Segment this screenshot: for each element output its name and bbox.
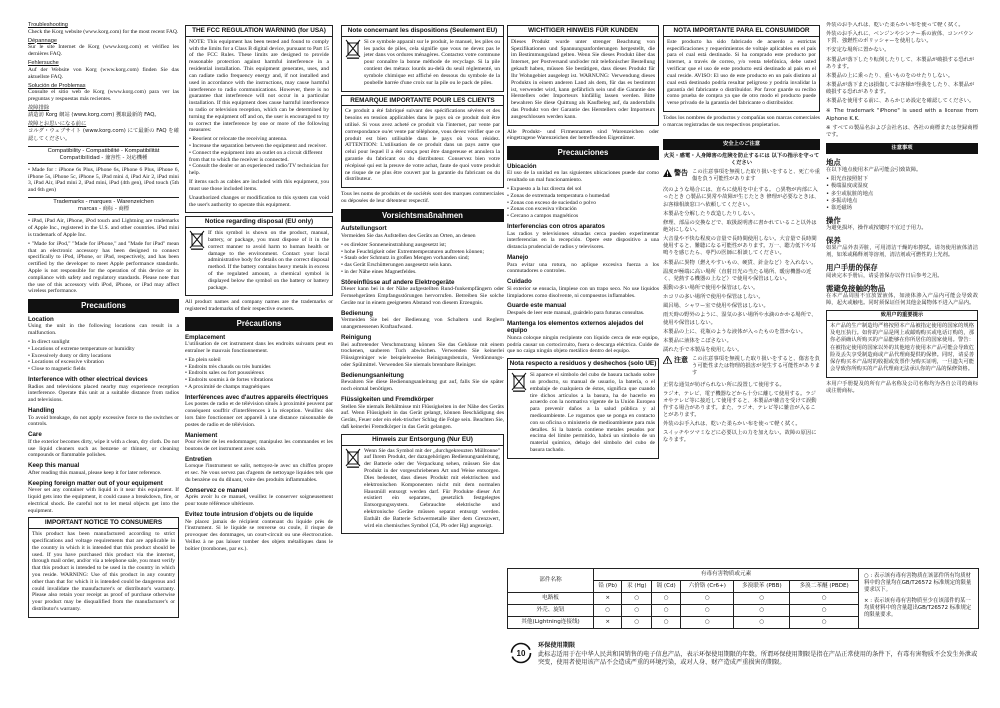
table-cell: ○ <box>790 593 859 605</box>
cuidado-title: Cuidado <box>507 278 532 286</box>
zh-notice-box <box>826 310 978 378</box>
es-disposal-text: Si aparece el símbolo del cubo de basura tachado sobre un producto, su manual de usuario, la batería, o el embalaje de cualquiera de éstos, significa que cuando tire dichos artículos a la basura, ha de hacerlo en acuerdo con la normativa vigente de la Unión Europea para prevenir daños a la salud pública y al medioambiente. Le rogamos que se ponga en contacto con su oficina o ministerio de medioambiente para más detalles. Si la batería contiene metales pesados por encima del límite permitido, habrá un símbolo de un material químico, debajo del símbolo del cubo de basura tachado. <box>530 372 655 453</box>
conserve-title: Conservez ce manuel <box>185 486 249 494</box>
bedienung-text: Vermeiden Sie bei der Bedienung von Schaltern und Reglern unangemessenen Kraftaufwand. <box>341 317 504 331</box>
list-item: スイッチやツマミなどに必要以上の力を加えない。故障の原因になります。 <box>663 430 817 444</box>
trouble-es-title: Solución de Problemas <box>28 82 86 89</box>
list-item: 濡れた手で本製品を使用しない。 <box>663 346 743 353</box>
ja-warning-text: この注意事項を無視した取り扱いをすると、死亡や重傷を負う可能性があります <box>692 168 820 183</box>
list-item: 修理、部品の交換などで、取扱説明書に書かれていること以外は絶対にしない。 <box>663 219 817 233</box>
list-item: • Staub oder Schmutz in großen Mengen vorhanden sind; <box>341 255 504 262</box>
list-item: • Zonas de extremada temperatura o humedad <box>507 193 659 200</box>
table-cell: ○ <box>622 605 652 617</box>
list-item: 本製品を使用する前に、あらかじめ設定を確認してください。 <box>826 98 975 105</box>
cuidado-text: Si exterior se ensucia, límpiese con un trapo seco. No use líquidos limpiadores como disolvente, ni compuestos inflamables. <box>507 285 659 299</box>
substance-header-cell: 汞 (Hg) <box>622 581 652 593</box>
list-item: ホコリの多い場所で使用や保管はしない。 <box>663 294 764 301</box>
fcc-title: THE FCC REGULATION WARNING (for USA) <box>186 26 332 37</box>
mantenga-title: Mantenga los elementos externos alejados del equipo <box>507 319 644 335</box>
ja-warning-block <box>663 169 820 185</box>
rohs-table <box>507 568 979 629</box>
table-cell: ○ <box>681 605 734 617</box>
ja-warning-list <box>663 187 820 354</box>
bedienungsanleitung-text: Bewahren Sie diese Bedienungsanleitung gut auf, falls Sie sie später noch einmal benötigen. <box>341 379 504 393</box>
maniement-text: Pour éviter de les endommager, manipulez les commandes et les boutons de cet instrument avec soin. <box>185 439 333 452</box>
interference-text: Radios and televisions placed nearby may experience reception interference. Operate this unit at a suitable distance from radios and televisions. <box>28 383 179 404</box>
list-item: • 极端温度或湿度 <box>826 183 978 190</box>
list-item: • hohe Feuchtigkeit oder Extremtemperaturen auftreten können; <box>341 249 504 256</box>
column-4 <box>507 22 659 562</box>
emplacement-text: L'utilisation de cet instrument dans les endroits suivants peut en entraîner le mauvais fonctionnement. <box>185 341 333 354</box>
caution-triangle-icon <box>663 356 672 364</box>
table-cell: × <box>594 593 622 605</box>
eu-disposal-title: Notice regarding disposal (EU only) <box>186 217 332 228</box>
compatibility-header <box>28 146 179 164</box>
foreign-matter-text: Never set any container with liquid in it near this equipment. If liquid gets into the equipment, it could cause a breakdown, fire, or electrical shock. Be careful not to let metal objects get into the equipment. <box>28 487 179 514</box>
manejo-text: Para evitar una rotura, no aplique excesiva fuerza a los conmutadores o controles. <box>507 261 659 275</box>
substance-header-cell: 六价铬 (Cr6+) <box>681 581 734 593</box>
precautions-band-es: Precauciones <box>507 146 659 160</box>
reinigung-text: Bei auftretender Verschmutzung können Sie das Gehäuse mit einem trockenen, sauberen Tuch abwischen. Verwenden Sie keinerlei Flüssigreiniger wie beispielsweise Reinigungsbenzin, Verdünnungs- oder Spülmittel. Verwenden Sie niemals brennbare Reiniger. <box>341 341 504 368</box>
zh-location-text: 在以下地点使用本产品可能会引致故障。 <box>826 167 922 174</box>
interferencias-text: Las radios y televisiones situadas cerca pueden experimentar interferencias en la recepción. Opere este dispositivo a una distancia prudencial de radios y televisores. <box>507 230 659 251</box>
es-notice-box <box>663 25 820 112</box>
column-5 <box>663 22 820 562</box>
reinigung-title: Reinigung <box>341 334 372 341</box>
ja-warning-label: 警告 <box>663 169 688 178</box>
list-item: 本製品が落下または損傷してお客様が怪我をしたり、本製品が破損する恐れがあります。 <box>826 81 975 96</box>
tm-title: Trademarks - marques - Warenzeichen <box>53 199 154 206</box>
list-item: 振動の多い場所で使用や保管はしない。 <box>663 284 759 291</box>
list-item: • Expuesto a la luz directa del sol <box>507 186 659 193</box>
tm-text-2: • "Made for iPod," "Made for iPhone," and "Made for iPad" mean that an electronic accessory has been designed to connect specifically to iPod, iPhone, or iPad, respectively, and has been certified by the developer to meet Apple performance standards. Apple is not responsible for the operation of this device or its compliance with safety and regulatory standards. Please note that the use of this accessory with iPod, iPhone, or iPad may affect wireless performance. <box>28 240 179 295</box>
list-item: • A proximité de champs magnétiques <box>185 384 333 391</box>
crossed-bin-icon <box>345 39 361 59</box>
column-1 <box>28 22 179 621</box>
intrusion-title: Evitez toute intrusion d'objets ou de liquide <box>185 511 313 518</box>
mantenga-text: Nunca coloque ningún recipiente con líquido cerca de este equipo, podría causar un cortocircuito, fuera o descarga eléctrica. Cuide de que no caiga ningún objeto metálico dentro del equipo. <box>507 334 659 355</box>
list-item: • Zonas con exceso de suciedad o polvo <box>507 200 659 207</box>
list-item: 本製品が落下したり転倒したりして、本製品が破損する恐れがあります。 <box>826 56 975 70</box>
trouble-es-text: Consulte el sitio web de Korg (www.korg.com) para ver las preguntas y respuestas más recientes. <box>28 89 179 103</box>
manejo-title: Manejo <box>507 253 529 261</box>
eu-disposal-text: If this symbol is shown on the product, manual, battery, or package, you must dispose of it in the correct manner to avoid harm to human health or damage to the environment. Contact your local administrative body for details on the correct disposal method. If the battery contains heavy metals in excess of the regulated amount, a chemical symbol is displayed below the symbol on the battery or battery package. <box>208 230 330 291</box>
list-item: ラジオ、テレビ、電子機器などから十分に離して使用する。ラジオやテレビ等に接近して使用すると、本製品が雑音を受けて誤動作する場合があります。また、ラジオ、テレビ等に雑音が入ることがあります。 <box>663 390 817 419</box>
zh-foreign-text: 在本产品周围不宜放置液体，如液体渗入产品内可能会导致故障，起火或触电。同时须保证任何其他金属物体不进入产品内。 <box>826 292 978 306</box>
table-cell: ○ <box>790 617 859 629</box>
table-cell: ○ <box>734 605 790 617</box>
list-item: • Locations of extreme temperature or humidity <box>28 346 179 353</box>
trouble-zh-title: 故障排除 <box>28 104 50 111</box>
substance-header-cell: 多溴二苯醚 (PBDE) <box>790 581 859 593</box>
list-item: 外装のお手入れは、乾いた柔らかい布を使って軽く拭く。 <box>826 22 964 28</box>
location-text: Using the unit in the following locations can result in a malfunction. <box>28 323 179 337</box>
column-2 <box>185 22 333 555</box>
ubicacion-text: El uso de la unidad en las siguientes ubicaciones puede dar como resultado un mal funcionamiento. <box>507 170 659 184</box>
crossed-bin-icon <box>345 448 361 468</box>
handling-text: To avoid breakage, do not apply excessive force to the switches or controls. <box>28 414 179 428</box>
table-cell: ○ <box>622 593 652 605</box>
fr-notice-box <box>341 95 504 189</box>
notice-title-en: IMPORTANT NOTICE TO CONSUMERS <box>29 518 178 529</box>
list-item: • 靠近磁场 <box>826 205 978 212</box>
aufstellungsort-text: Vermeiden Sie das Aufstellen des Geräts an Orten, an denen <box>341 232 476 239</box>
fr-disposal-box <box>341 25 504 92</box>
conserve-text: Après avoir lu ce manuel, veuillez le conserver soigneusement pour toute référence ultérieure. <box>185 494 333 508</box>
zh-care-title: 保养 <box>826 236 841 246</box>
interferences-title: Interférences avec d'autres appareils électriques <box>185 393 329 401</box>
ja-caution-block <box>663 356 820 379</box>
crossed-bin-icon <box>189 230 205 250</box>
de-disposal-text: Wenn Sie das Symbol mit der „durchgekreuzten Mülltonne" auf Ihrem Produkt, der dazugehörigen Bedienungsanleitung, der Batterie oder der Verpackung sehen, müssen Sie das Produkt in der vorgeschriebenen Art und Weise entsorgen. Dies bedeutet, dass dieses Produkt mit elektrischen und elektronischen Komponenten nicht mit dem normalen Hausmüll entsorgt werden darf. Für Produkte dieser Art existiert ein separates, gesetzlich festgelegtes Entsorgungssystem. Gebrauchte elektrische und elektronische Geräte müssen separat entsorgt werden. Enthält die Batterie Schwermetalle über dem Grenzwert, wird ein chemisches Symbol (Cd, Pb oder Hg) angezeigt. <box>364 447 500 529</box>
substance-header-cell: 镉 (Cd) <box>652 581 681 593</box>
ja-tm-1: ※ The trademark "iPhone" is used with a license from Aiphone K.K. <box>826 108 978 122</box>
fcc-text-3: Unauthorized changes or modification to this system can void the user's authority to operate this equipment. <box>189 194 329 208</box>
list-item: 不安定な場所に置かない。 <box>826 47 890 54</box>
list-item: • Endroits soumis à de fortes vibrations <box>185 377 333 384</box>
de-disposal-title: Hinweis zur Entsorgung (Nur EU) <box>342 435 503 446</box>
fr-brands: Tous les noms de produits et de sociétés sont des marques commerciales ou déposées de leur détenteur respectif. <box>341 191 504 205</box>
list-item: • Locations of excessive vibration <box>28 359 179 366</box>
zh-manual-text: 阅读完本手册后，请妥善保存以作日后参考之用。 <box>826 272 943 279</box>
list-item: • Cercano a campos magnéticos <box>507 213 659 220</box>
zh-operation-text: 为避免损坏，操作或按键时不宜过于用力。 <box>826 225 927 232</box>
efup-section <box>510 642 978 668</box>
manual-text: After reading this manual, please keep it for later reference. <box>28 469 162 476</box>
note-cross: × : 表示该有毒有害物质至少在该部件的某一均质材料中的含量超出GB/T26572 标准规定的限量要求。 <box>864 598 972 619</box>
guarde-title: Guarde este manual <box>507 302 567 310</box>
list-item: • Consult the dealer or an experienced radio/TV technician for help. <box>189 163 329 177</box>
list-item: 正常な通気が妨げられない所に設置して使用する。 <box>663 381 785 388</box>
table-cell: × <box>594 617 622 629</box>
table-cell: ○ <box>681 593 734 605</box>
list-item: 外装のお手入れは、乾いた柔らかい布を使って軽く拭く。 <box>663 421 801 428</box>
ja-safety-sub: 火災・感電・人身障害の危険を防止するには 以下の指示を守ってください <box>663 152 820 166</box>
list-item: 本製品を分解したり改造したりしない。 <box>663 210 759 217</box>
stoereinfluesse-title: Störeinflüsse auf andere Elektrogeräte <box>341 278 455 286</box>
list-item: 雨天時の野外のように、湿気の多い場所や水滴のかかる場所で、使用や保管はしない。 <box>663 312 817 326</box>
fr-notice-text: Ce produit a été fabriqué suivant des spécifications sévères et des besoins en tension applicables dans le pays où ce produit doit être utilisé. Si vous avez acheté ce produit via l'internet, par vente par correspondance ou/et vente par téléphone, vous devez vérifier que ce produit est bien utilisable dans le pays où vous résidez. ATTENTION: L'utilisation de ce produit dans un pays autre que celui pour lequel il a été conçu peut être dangereuse et annulera la garantie du fabricant ou du distributeur. Conservez bien votre récépissé qui est la preuve de votre achat, faute de quoi votre produit ne risque de ne plus être couvert par la garantie du fabricant ou du distributeur. <box>345 108 500 183</box>
zh-brands: 本用户手册提及的所有产品名称及公司名称均为各自公司的商标或注册商标。 <box>826 381 978 395</box>
substance-header: 有毒有害物质或元素 <box>594 569 859 581</box>
environmental-protection-logo-icon <box>510 642 532 664</box>
tm-text-1: • iPad, iPad Air, iPhone, iPod touch and Lightning are trademarks of Apple Inc., registered in the U.S. and other countries. iPad mini is trademark of Apple Inc. <box>28 218 179 238</box>
ja-caution-list <box>663 382 820 445</box>
de-disposal-box <box>341 434 504 535</box>
list-item: 本製品の上に、花瓶のような液体が入ったものを置かない。 <box>663 328 807 335</box>
fluessigkeiten-text: Stellen Sie niemals Behältnisse mit Flüssigkeiten in der Nähe des Geräts auf. Wenn Flüssigkeit in das Gerät gelangt, können Beschädigung des Geräts, Feuer oder ein elek-trischer Schlag die Folge sein. Beachten Sie, daß keinerlei Fremdkörper in das Gerät gelangen. <box>341 403 504 430</box>
compat-sub: Compatibilidad - 兼容性 - 対応機種 <box>59 154 148 161</box>
part-name-header: 部件名称 <box>508 569 594 593</box>
maniement-title: Maniement <box>185 431 218 439</box>
list-item: • 多尘或肮脏的地点 <box>826 191 978 198</box>
entretien-title: Entretien <box>185 455 212 463</box>
ubicacion-list <box>507 186 659 220</box>
intrusion-text: Ne placez jamais de récipient contenant du liquide près de l'instrument. Si le liquide se renverse ou coule, il risque de provoquer des dommages, un court-circuit ou une électrocution. Veillez à ne pas laisser tomber des objets métalliques dans le boîtier (trombones, par ex.). <box>185 518 333 552</box>
made-for-text: • Made for : iPhone 6s Plus, iPhone 6s, iPhone 6 Plus, iPhone 6, iPhone 5s, iPhone 5c, iPhone 5, iPad mini 4, iPad Air 2, iPad mini 3, iPad Air, iPad mini 2, iPad mini, iPad (4th gen), iPod touch (5th and 6th gen) <box>28 166 179 194</box>
interferencias-title: Interferencias con otros aparatos <box>507 222 605 230</box>
list-item: 外装のお手入れに、ベンジンやシンナー系の液体、コンパウンド質、強燃性のポリッシャーを使用しない。 <box>826 31 974 45</box>
table-cell: ○ <box>652 617 681 629</box>
entretien-text: Lorsque l'instrument se salit, nettoyez-le avec un chiffon propre et sec. Ne vous servez pas d'agents de nettoyage liquides tels que du benzène ou du diluant, voire des produits inflammables. <box>185 463 333 483</box>
bedienungsanleitung-title: Bedienungsanleitung <box>341 371 404 379</box>
fluessigkeiten-title: Flüssigkeiten und Fremdkörper <box>341 396 434 403</box>
list-item: • Reorient or relocate the receiving antenna. <box>189 136 329 143</box>
list-item: • Excessively dusty or dirty locations <box>28 353 179 360</box>
trouble-fr-text: Sur le site Internet de Korg (www.korg.com) et vérifiez les dernières FAQ. <box>28 44 179 58</box>
efup-title: 环保使用期限 <box>538 642 576 649</box>
interference-title: Interference with other electrical devices <box>28 375 148 383</box>
es-disposal-title: Nota respecto a residuos y deshechos (solo UE) <box>508 359 658 370</box>
trouble-ja-title: 故障とお思いになる前に <box>28 121 87 128</box>
table-cell: ○ <box>594 605 622 617</box>
trouble-de-title: Fehlersuche <box>28 60 59 67</box>
trouble-fr-title: Dépannage <box>28 37 57 44</box>
precautions-band-fr: Précautions <box>185 317 333 331</box>
table-cell: ○ <box>734 617 790 629</box>
trademarks-header <box>28 197 179 215</box>
list-item: 大音量や不快な程度の音量で長時間使用しない。大音量で長時間使用すると、難聴になる可能性があります。万一、聴力低下や耳鳴りを感じたら、専門の医師に相談してください。 <box>663 236 817 257</box>
trouble-zh-text: 請造訪 Korg 網站 (www.korg.com) 獲取最新的 FAQ。 <box>28 112 160 119</box>
list-item: 次のような場合には、直ちに使用を中止する。 ○異物が内部に入ったとき ○製品に異常や故障が生じたとき 修理が必要なときは、お客様相談窓口へ依頼してください。 <box>663 187 820 208</box>
rohs-notes <box>859 569 979 629</box>
brands-note-en: All product names and company names are the trademarks or registered trademarks of their respective owners. <box>185 299 333 313</box>
zh-notice-title: 致用户的重要提示 <box>827 311 977 321</box>
de-notice-text: Dieses Produkt wurde unter strenger Beachtung von Spezifikationen und Spannungsanforderungen hergestellt, die im Bestimmungsland gelten. Wenn Sie dieses Produkt über das Internet, per Postversand und/oder mit telefonischer Bestellung gekauft haben, müssen Sie bestätigen, dass dieses Produkt für Ihr Wohngebiet ausgelegt ist. WARNUNG: Verwendung dieses Produkts in einem anderen Land als dem, für das es bestimmt ist, verwendet wird, kann gefährlich sein und die Garantie des Herstellers oder Importeurs hinfällig lassen werden. Bitte bewahren Sie diese Quittung als Kaufbeleg auf, da andernfalls das Produkt von der Garantie des Herstellers oder Importeurs ausgeschlossen werden kann. <box>511 38 655 120</box>
fcc-list <box>189 136 329 177</box>
fcc-text-2: If items such as cables are included with this equipment, you must use those included items. <box>189 179 329 192</box>
de-notice-title: WICHTIGER HINWEIS FÜR KUNDEN <box>508 26 658 37</box>
location-list <box>28 339 179 373</box>
notice-box-en <box>28 517 179 618</box>
table-cell: 电路板 <box>508 593 594 605</box>
zh-notice-text: 本产品的生产制造均严格按照本产品被指定使用的国家的规格及电压执行。如你的产品是网上或邮购购买或电话订购的，那你必须确认所购买的产品能够在你所居住的国家使用。警告：在被指定使用的国家以外的其他地方使用本产品可能会导致危险及丢失享受制造商或产品代理商提供的保修。同时，请妥善保存购买本产品时的收据或发票作为购买证明，一旦遗失可能会导致你所购买的产品代理商无法承认你的产品的保修资格。 <box>830 323 974 372</box>
warning-triangle-icon <box>663 169 672 177</box>
list-item: • in der Nähe eines Magnetfeldes. <box>341 269 504 276</box>
zh-location-list <box>826 176 978 212</box>
table-cell: ○ <box>734 593 790 605</box>
trouble-de-text: Auf der Website von Korg (www.korg.com) finden Sie das aktuellste FAQ. <box>28 66 179 80</box>
list-item: • En plein soleil <box>185 357 333 364</box>
zh-foreign-title: 需避免接触的物品 <box>826 283 886 293</box>
crossed-bin-icon <box>511 372 527 392</box>
list-item: • Zonas con excesiva vibración <box>507 206 659 213</box>
column-6 <box>826 22 978 562</box>
list-item: • 多振动地点 <box>826 198 978 205</box>
precautions-band-de: Vorsichtsmaßnahmen <box>341 209 504 223</box>
aufstellungsort-list <box>341 242 504 276</box>
compat-title: Compatibility - Compatibilité - Kompatibilität <box>47 147 160 154</box>
es-brands: Todos los nombres de productos y compañías son marcas comerciales o marcas registradas de sus respectivos propietarios. <box>663 114 820 128</box>
zh-precautions-band: 注意事项 <box>826 143 978 154</box>
efup-text: 此标志适用于在中华人民共和国销售的电子信息产品，表示环保使用期限的年数。所谓环保使用期限是指在产品正常使用的条件下，有毒有害物质不会发生外泄或突变，使用者使用该产品不会造成严重的环境污染，或对人身、财产造成严重损害的期限。 <box>538 650 978 667</box>
efup-number: 10 <box>516 649 526 658</box>
zh-operation-title: 操作 <box>826 215 841 225</box>
table-cell: ○ <box>622 617 652 629</box>
trouble-en-title: Troubleshooting <box>28 22 68 28</box>
location-title: Location <box>28 315 54 323</box>
stoereinfluesse-text: Dieser kann bei in der Nähe aufgestellten Rund-funkempfängern oder Fernsehgeräten Empfangsstörungen hervorrufen. Betreiben Sie solche Geräte nur in einem geeigneten Abstand von diesem Erzeugnis. <box>341 286 504 306</box>
list-item: • Increase the separation between the equipment and receiver. <box>189 143 329 150</box>
list-item: • Connect the equipment into an outlet on a circuit different from that to which the receiver is connected. <box>189 150 329 164</box>
emplacement-list <box>185 357 333 391</box>
list-item: • In direct sunlight <box>28 339 179 346</box>
list-item: • es direkter Sonneneinstrahlung ausgesetzt ist; <box>341 242 504 249</box>
list-item: • Endroits sales ou fort poussiéreux <box>185 370 333 377</box>
fcc-box <box>185 25 333 213</box>
manual-title: Keep this manual <box>28 462 80 470</box>
ja-list <box>826 22 978 105</box>
precautions-band-en: Precautions <box>28 299 179 313</box>
notice-text-en: This product has been manufactured according to strict specifications and voltage requirements that are applicable in the country in which it is intended that this product should be used. If you have purchased this product via the internet, through mail order, and/or via a telephone sale, you must verify that this product is intended to be used in the country in which you reside. WARNING: Use of this product in any country other than that for which it is intended could be dangerous and could invalidate the manufacturer's or distributor's warranty. Please also retain your receipt as proof of purchase otherwise your product may be disqualified from the manufacturer's or distributor's warranty. <box>32 531 175 613</box>
rohs-section <box>507 568 979 629</box>
ubicacion-title: Ubicación <box>507 162 537 170</box>
trouble-ja-text: コルグ・ウェブサイト (www.korg.com) にて最新の FAQ を確認してください。 <box>28 128 179 142</box>
handling-title: Handling <box>28 406 55 414</box>
foreign-matter-title: Keeping foreign matter out of your equipment <box>28 479 163 487</box>
interferences-text: Les postes de radio et de télévision situés à proximité peuvent par conséquent souffrir d'interférences à la réception. Veuillez dès lors faire fonctionner cet appareil à une distance raisonnable de postes de radio et de télévision. <box>185 401 333 428</box>
bedienung-title: Bedienung <box>341 309 373 317</box>
ja-caution-text: この注意事項を無視した取り扱いをすると、傷害を負う可能性または物理的損害が発生する可能性があります <box>692 356 820 377</box>
list-item: • das Gerät Erschütterungen ausgesetzt sein kann. <box>341 262 504 269</box>
table-cell: ○ <box>681 617 734 629</box>
zh-care-text: 如果产品外表弄脏，可用清洁干燥的布擦拭。请勿使用液体清洁剂，如苯或稀释剂等溶剂，清洁剂或可燃性的上光剂。 <box>826 245 978 259</box>
trouble-en-text: Check the Korg website (www.korg.com) for the most recent FAQ. <box>28 28 179 35</box>
ja-caution-label: 注意 <box>663 356 688 365</box>
ja-safety-band: 安全上のご注意 <box>663 139 820 150</box>
tm-sub: marcas - 商标 - 商標 <box>77 206 130 213</box>
list-item: 風呂場、シャワー室で使用や保管はしない。 <box>663 303 769 310</box>
emplacement-title: Emplacement <box>185 333 226 341</box>
list-item: • Close to magnetic fields <box>28 366 179 373</box>
note-circle: ○ : 表示该有毒有害物质在该部件所有均质材料中的含量均在GB/T26572 标准规定的限量要求以下。 <box>864 573 972 594</box>
fr-notice-title: REMARQUE IMPORTANTE POUR LES CLIENTS <box>342 96 503 107</box>
es-notice-title: NOTA IMPORTANTE PARA EL CONSUMIDOR <box>664 26 819 37</box>
aufstellungsort-title: Aufstellungsort <box>341 225 387 233</box>
list-item: • 阳光直接照射下 <box>826 176 978 183</box>
fcc-text: NOTE: This equipment has been tested and found to comply with the limits for a Class B digital device, pursuant to Part 15 of the FCC Rules. These limits are designed to provide reasonable protection against harmful interference in a residential installation. This equipment generates, uses, and can radiate radio frequency energy and, if not installed and used in accordance with the instructions, may cause harmful interference to radio communications. However, there is no guarantee that interference will not occur in a particular installation. If this equipment does cause harmful interference to radio or television reception, which can be determined by turning the equipment off and on, the user is encouraged to try to correct the interference by one or more of the following measures: <box>189 38 329 134</box>
list-item: 本製品に異物（燃えやすいもの、硬貨、針金など）を入れない。 <box>663 259 817 266</box>
table-cell: ○ <box>652 605 681 617</box>
ja-tm-2: ※ すべての製品名および会社名は、各社の商標または登録商標です。 <box>826 124 978 138</box>
es-disposal-box <box>507 358 659 459</box>
table-cell: 其他(Lightning连接线) <box>508 617 594 629</box>
substance-header-cell: 多溴联苯 (PBB) <box>734 581 790 593</box>
list-item: 本製品に液体をこぼさない。 <box>663 337 732 344</box>
fr-disposal-title: Note concernant les dispositions (Seulement EU) <box>342 26 503 37</box>
table-cell: 外壳、旋钮 <box>508 605 594 617</box>
table-cell: ○ <box>652 593 681 605</box>
list-item: 温度が極端に高い場所（直射日光の当たる場所、暖房機器の近く、発熱する機器の上など）で使用や保管はしない。 <box>663 268 812 282</box>
list-item: • Endroits très chauds ou très humides <box>185 364 333 371</box>
table-cell: ○ <box>790 605 859 617</box>
column-3 <box>341 22 504 537</box>
guarde-text: Después de leer este manual, guárdelo para futuras consultas. <box>507 309 645 316</box>
substance-header-cell: 铅 (Pb) <box>594 581 622 593</box>
zh-manual-title: 用户手册的保存 <box>826 263 878 273</box>
zh-location-title: 地点 <box>826 158 841 168</box>
fr-disposal-text: Si ce symbole apparait sur le produit, le manuel, les piles ou les packs de piles, cela signifie que vous ne devez pas le jeter dans vos ordures ménagères. Contactez votre commune pour connaître la bonne méthode de recyclage. Si la pile contient des métaux lourds au-delà du seuil réglementé, un symbole chimique est affiché en dessous du symbole de la poubelle barrée d'une croix sur la pile ou le pack de piles. <box>364 38 500 86</box>
de-brands: Alle Produkt- und Firmennamen sind Warenzeichen oder eingetragene Warenzeichen der betreffenden Eigentümer. <box>507 128 659 142</box>
list-item: 本製品の上に乗ったり、重いものをのせたりしない。 <box>826 72 954 79</box>
care-title: Care <box>28 431 42 439</box>
eu-disposal-box <box>185 216 333 296</box>
de-notice-box <box>507 25 659 126</box>
es-notice-text: Este producto ha sido fabricado de acuerdo a estrictas especificaciones y requerimientos de voltaje aplicables en el país para el cual está destinado. Si ha comprado este producto por internet, a través de correo, y/o venta telefónica, debe usted verificar que el uso de este producto está destinado al país en el cual reside. AVISO: El uso de este producto en un país distinto al cual está destinado podría resultar peligroso y podría invalidar la garantía del fabricante o distribuidor. Por favor guarde su recibo como prueba de compra ya que de otro modo el producto puede verse privado de la garantía del fabricante o distribuidor. <box>667 38 816 107</box>
care-text: If the exterior becomes dirty, wipe it with a clean, dry cloth. Do not use liquid cleaners such as benzene or thinner, or cleaning compounds or flammable polishes. <box>28 438 179 459</box>
